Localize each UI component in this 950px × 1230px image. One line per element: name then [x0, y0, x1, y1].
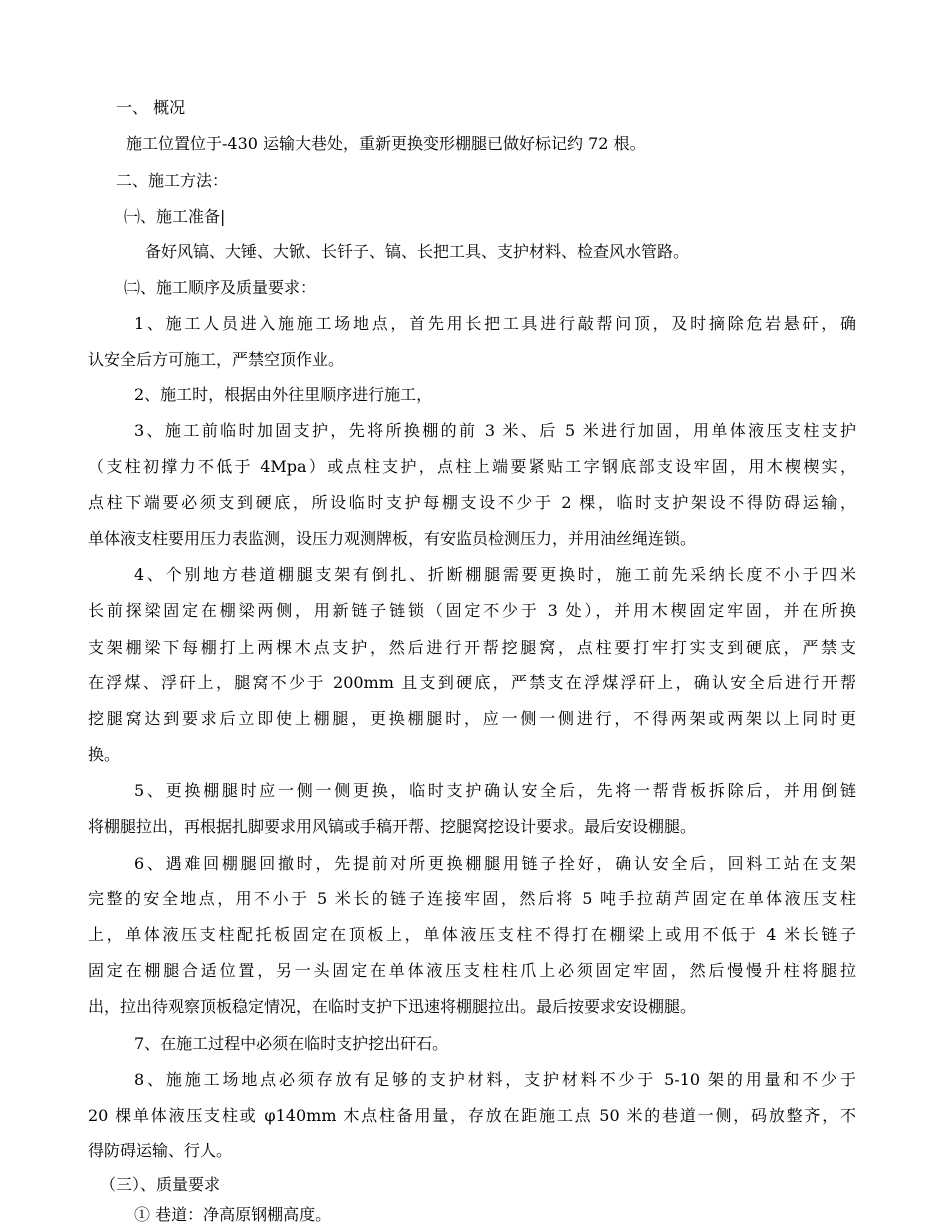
paragraph-line: 在浮煤、浮矸上，腿窝不少于 200mm 且支到硬底，严禁支在浮煤浮矸上，确认安全后进行开帮: [88, 673, 856, 693]
paragraph-line: 得防碍运输、行人。: [88, 1141, 233, 1161]
paragraph-line: 将棚腿拉出，再根据扎脚要求用风镐或手稿开帮、挖腿窝挖设计要求。最后安设棚腿。: [88, 816, 697, 836]
paragraph-line: 8、施施工场地点必须存放有足够的支护材料，支护材料不少于 5-10 架的用量和不少于: [134, 1069, 856, 1089]
paragraph-line: 挖腿窝达到要求后立即使上棚腿，更换棚腿时，应一侧一侧进行，不得两架或两架以上同时更: [88, 709, 856, 729]
paragraph-line: 备好风镐、大锤、大锨、长钎子、镐、长把工具、支护材料、检查风水管路。: [145, 242, 690, 262]
paragraph-line: 出，拉出待观察顶板稳定情况，在临时支护下迅速将棚腿拉出。最后按要求安设棚腿。: [88, 997, 697, 1016]
paragraph-line: 施工位置位于-430 运输大巷处，重新更换变形棚腿已做好标记约 72 根。: [126, 133, 646, 153]
subheading-sequence-quality: ㈡、施工顺序及质量要求：: [124, 278, 317, 298]
paragraph-line: 6、遇难回棚腿回撤时，先提前对所更换棚腿用链子拴好，确认安全后，回料工站在支架: [134, 853, 856, 873]
paragraph-line: 点柱下端要必须支到硬底，所设临时支护每棚支设不少于 2 棵，临时支护架设不得防碍运输，: [88, 493, 856, 513]
paragraph-line: 单体液支柱要用压力表监测，设压力观测牌板，有安监员检测压力，并用油丝绳连锁。: [88, 529, 697, 549]
paragraph-line: 固定在棚腿合适位置，另一头固定在单体液压支柱柱爪上必须固定牢固，然后慢慢升柱将腿拉: [88, 961, 856, 981]
paragraph-line: 20 棵单体液压支柱或 φ140mm 木点柱备用量，存放在距施工点 50 米的巷道一侧，码放整齐，不: [88, 1105, 856, 1125]
heading-construction-method: 二、施工方法：: [116, 170, 229, 190]
paragraph-line: 上，单体液压支柱配托板固定在顶板上，单体液压支柱不得打在棚梁上或用不低于 4 米长链子: [88, 925, 856, 945]
paragraph-line: 2、施工时，根据由外往里顺序进行施工，: [134, 384, 433, 404]
paragraph-line: 认安全后方可施工，严禁空顶作业。: [88, 349, 345, 369]
list-item: ① 巷道：净高原钢棚高度。: [134, 1205, 332, 1225]
paragraph-line: 7、在施工过程中必须在临时支护挖出矸石。: [134, 1033, 449, 1053]
paragraph-line: 换。: [88, 745, 121, 765]
subheading-quality-requirements: （三）、质量要求: [100, 1175, 221, 1195]
paragraph-line: 3、施工前临时加固支护，先将所换棚的前 3 米、后 5 米进行加固，用单体液压支柱支护: [134, 420, 856, 440]
paragraph-line: （支柱初撑力不低于 4Mpa）或点柱支护，点柱上端要紧贴工字钢底部支设牢固，用木楔楔实，: [88, 457, 856, 477]
paragraph-line: 完整的安全地点，用不小于 5 米长的链子连接牢固，然后将 5 吨手拉葫芦固定在单体液压支柱: [88, 889, 856, 909]
paragraph-line: 1、施工人员进入施施工场地点，首先用长把工具进行敲帮问顶，及时摘除危岩悬矸，确: [134, 314, 856, 334]
paragraph-line: 4、个别地方巷道棚腿支架有倒扎、折断棚腿需要更换时，施工前先采纳长度不小于四米: [134, 564, 856, 584]
paragraph-line: 5、更换棚腿时应一侧一侧更换，临时支护确认安全后，先将一帮背板拆除后，并用倒链: [134, 780, 856, 800]
paragraph-line: 长前探梁固定在棚梁两侧，用新链子链锁（固定不少于 3 处），并用木楔固定牢固，并在所换: [88, 600, 856, 620]
paragraph-line: 支架棚梁下每棚打上两棵木点支护，然后进行开帮挖腿窝，点柱要打牢打实支到硬底，严禁支: [88, 637, 856, 657]
subheading-preparation: ㈠、施工准备|: [124, 206, 226, 226]
heading-overview: 一、 概况: [116, 98, 186, 117]
